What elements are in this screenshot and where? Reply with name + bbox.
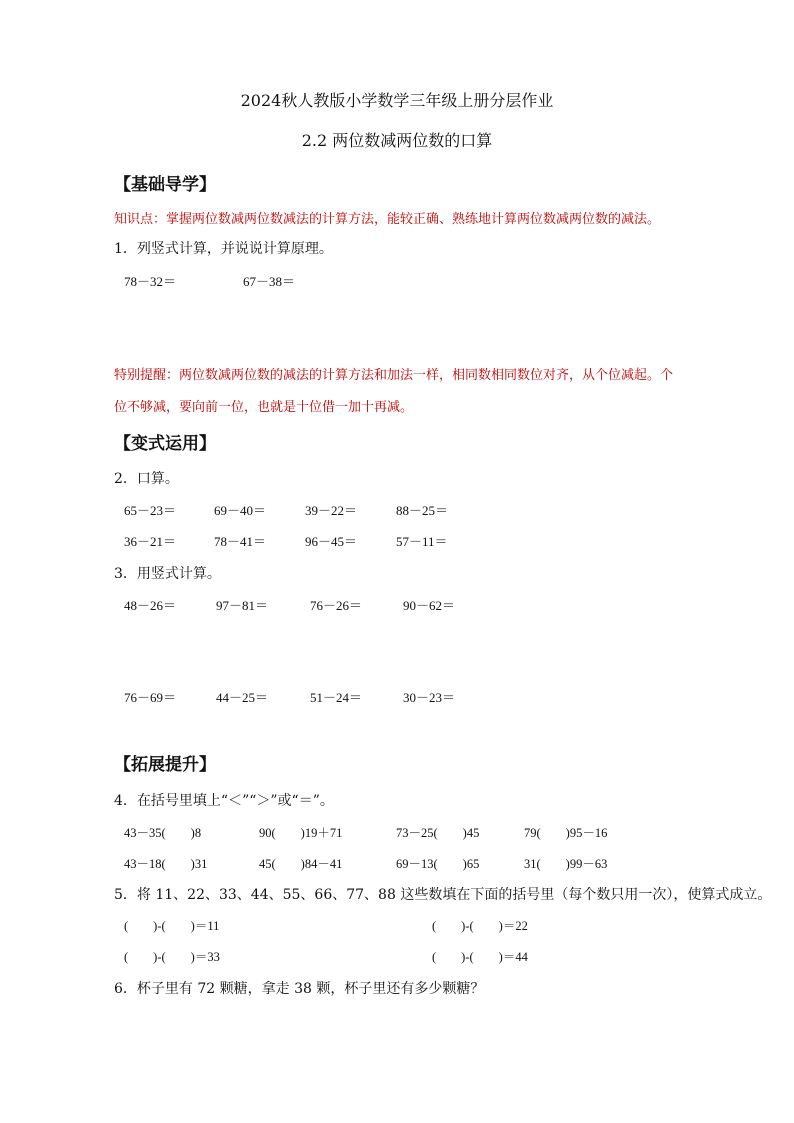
q3-expression: 76－69＝ xyxy=(124,690,177,705)
q4-comparison: 31( )99－63 xyxy=(524,857,608,871)
q3-expression: 44－25＝ xyxy=(216,690,269,705)
q2-expression: 36－21＝ xyxy=(124,534,177,549)
q2-expression: 69－40＝ xyxy=(214,503,267,518)
q3-expression: 90－62＝ xyxy=(403,598,456,613)
q4-comparison: 69－13( )65 xyxy=(396,857,480,871)
question-2: 2．口算。 xyxy=(114,471,179,487)
reminder-line: 特别提醒：两位数减两位数的减法的计算方法和加法一样，相同数相同数位对齐，从个位减起。个 xyxy=(114,368,674,383)
q3-expression: 97－81＝ xyxy=(216,598,269,613)
section-heading-apply: 【变式运用】 xyxy=(114,434,216,454)
q4-comparison: 79( )95－16 xyxy=(524,826,608,840)
q2-expression: 78－41＝ xyxy=(214,534,267,549)
q4-comparison: 90( )19＋71 xyxy=(259,826,343,840)
q3-expression: 76－26＝ xyxy=(310,598,363,613)
q2-expression: 57－11＝ xyxy=(396,534,448,549)
q4-comparison: 43－35( )8 xyxy=(124,826,202,840)
q3-expression: 51－24＝ xyxy=(310,690,363,705)
question-3: 3．用竖式计算。 xyxy=(114,566,221,582)
question-4: 4．在括号里填上“＜”“＞”或“＝”。 xyxy=(114,793,334,809)
q4-comparison: 45( )84－41 xyxy=(259,857,343,871)
knowledge-point: 知识点：掌握两位数减两位数减法的计算方法，能较正确、熟练地计算两位数减两位数的减法。 xyxy=(114,212,661,227)
q1-expression: 67－38＝ xyxy=(243,274,296,289)
reminder-line: 位不够减，要向前一位，也就是十位借一加十再减。 xyxy=(114,400,414,415)
question-5: 5．将 11、22、33、44、55、66、77、88 这些数填在下面的括号里（每个数只用一次），使算式成立。 xyxy=(114,887,772,903)
q2-expression: 65－23＝ xyxy=(124,503,177,518)
page-subtitle: 2.2 两位数减两位数的口算 xyxy=(301,131,493,150)
q5-equation: ( )-( )＝22 xyxy=(432,919,528,933)
q3-expression: 30－23＝ xyxy=(403,690,456,705)
q4-comparison: 73－25( )45 xyxy=(396,826,480,840)
q2-expression: 88－25＝ xyxy=(396,503,449,518)
section-heading-extend: 【拓展提升】 xyxy=(114,755,216,775)
q5-equation: ( )-( )＝11 xyxy=(124,919,220,933)
q1-expression: 78－32＝ xyxy=(124,274,177,289)
question-1: 1．列竖式计算，并说说计算原理。 xyxy=(114,241,333,257)
q4-comparison: 43－18( )31 xyxy=(124,857,208,871)
q5-equation: ( )-( )＝33 xyxy=(124,950,220,964)
q2-expression: 96－45＝ xyxy=(305,534,358,549)
section-heading-basic: 【基础导学】 xyxy=(114,175,216,195)
question-6: 6．杯子里有 72 颗糖，拿走 38 颗，杯子里还有多少颗糖？ xyxy=(114,981,485,997)
page-title: 2024秋人教版小学数学三年级上册分层作业 xyxy=(240,91,554,110)
q5-equation: ( )-( )＝44 xyxy=(432,950,528,964)
q3-expression: 48－26＝ xyxy=(124,598,177,613)
q2-expression: 39－22＝ xyxy=(305,503,358,518)
